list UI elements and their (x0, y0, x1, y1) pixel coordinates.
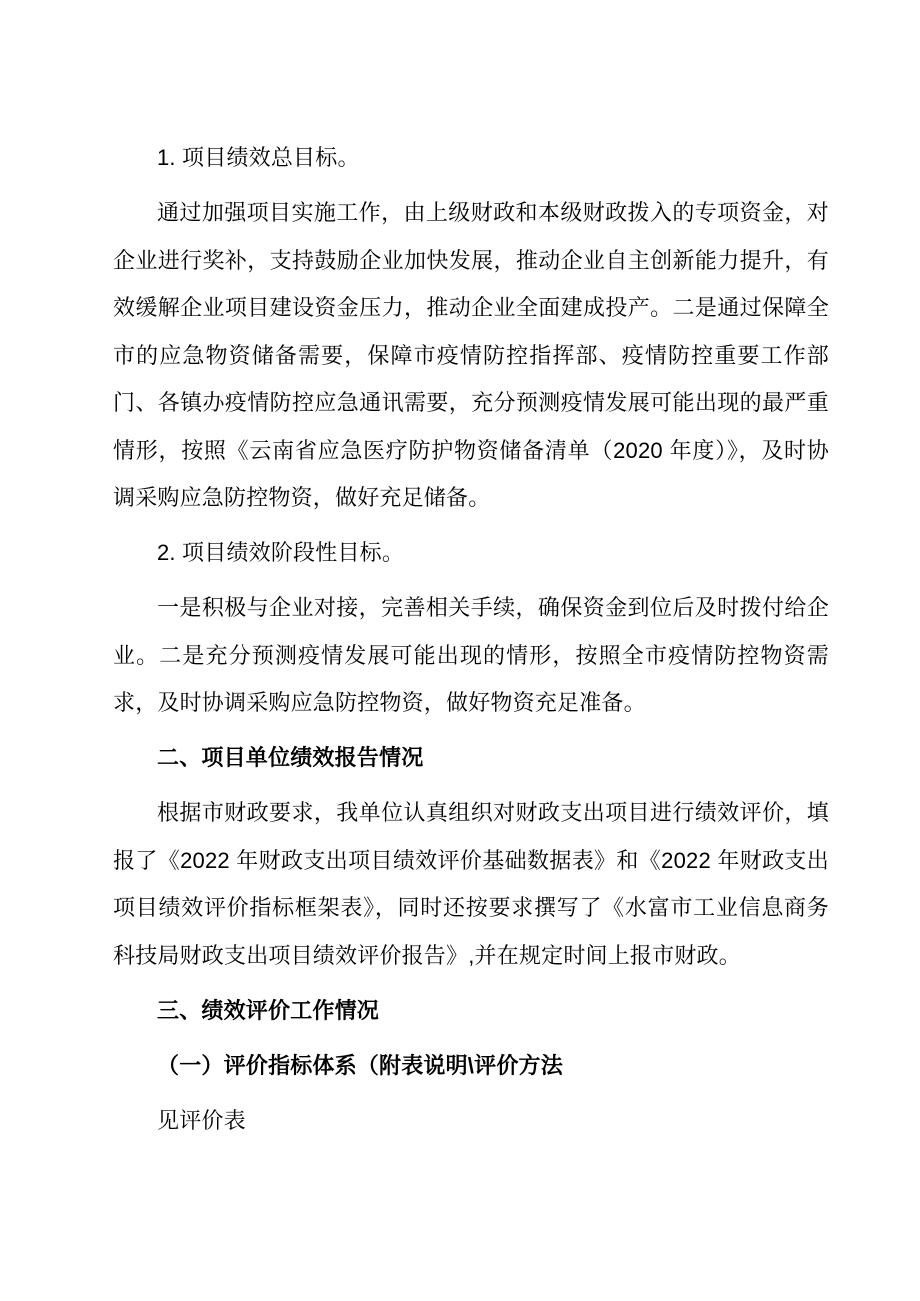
para-section-two-detail: 根据市财政要求，我单位认真组织对财政支出项目进行绩效评价，填报了《2022 年财政支出项目绩效评价基础数据表》和《2022 年财政支出项目绩效评价指标框架表》，同时还按要求撰写了《水富市工业信息商务科技局财政支出项目绩效评价报告》,并在规定时间上报市财政。 (113, 800, 829, 968)
para-stage-goal-detail: 一是积极与企业对接，完善相关手续，确保资金到位后及时拨付给企业。二是充分预测疫情发展可能出现的情形，按照全市疫情防控物资需求，及时协调采购应急防控物资，做好物资充足准备。 (113, 595, 829, 715)
heading-section-two: 二、项目单位绩效报告情况 (157, 745, 424, 770)
para-see-evaluation-table: 见评价表 (157, 1107, 246, 1133)
heading-section-three-sub-one: （一）评价指标体系（附表说明\评价方法 (157, 1052, 563, 1078)
heading-section-three: 三、绩效评价工作情况 (157, 997, 380, 1023)
heading-stage-goal: 2. 项目绩效阶段性目标。 (157, 540, 405, 565)
para-overall-goal-detail: 通过加强项目实施工作，由上级财政和本级财政拨入的专项资金，对企业进行奖补，支持鼓励企业加快发展，推动企业自主创新能力提升，有效缓解企业项目建设资金压力，推动企业全面建成投产。二是通过保障全市的应急物资储备需要，保障市疫情防控指挥部、疫情防控重要工作部门、各镇办疫情防控应急通讯需要，充分预测疫情发展可能出现的最严重情形，按照《云南省应急医疗防护物资储备清单（2020 年度）》，及时协调采购应急防控物资，做好充足储备。 (113, 200, 829, 510)
heading-overall-goal: 1. 项目绩效总目标。 (157, 145, 360, 170)
